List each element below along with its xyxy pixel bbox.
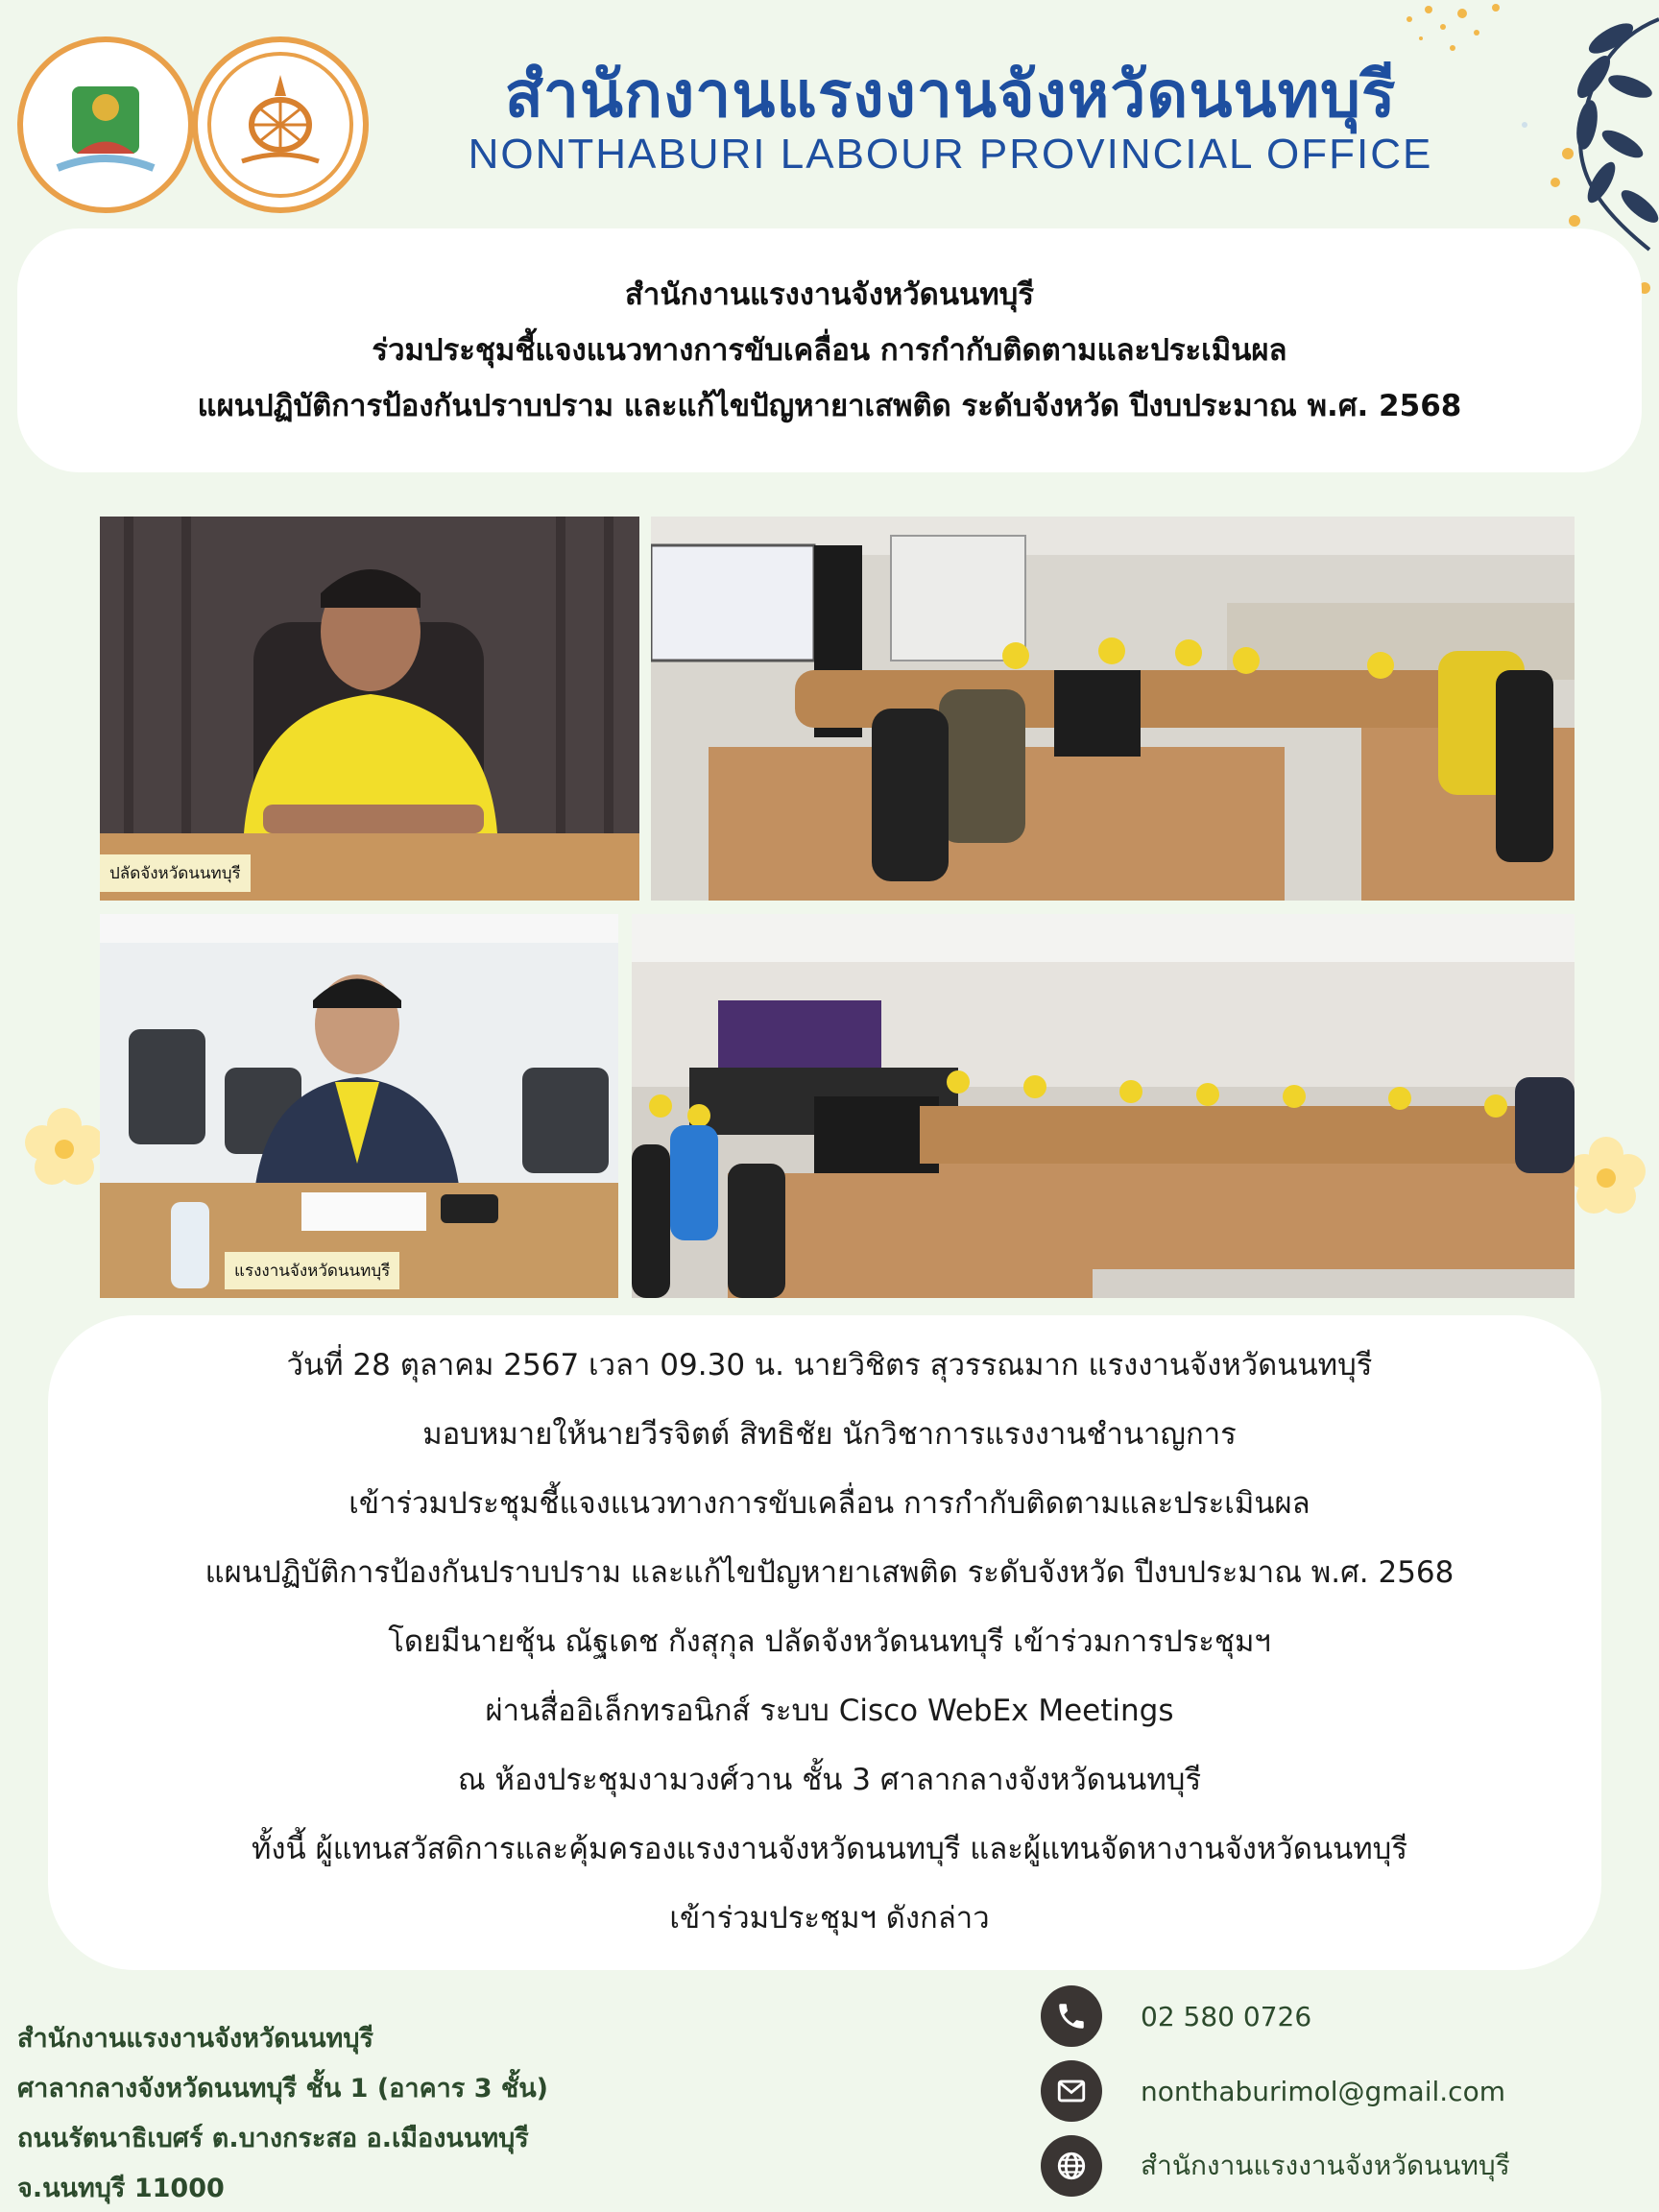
header-title-thai: สำนักงานแรงงานจังหวัดนนทบุรี xyxy=(504,58,1397,132)
body-text-line: วันที่ 28 ตุลาคม 2567 เวลา 09.30 น. นายวิชิตร สุวรรณมาก แรงงานจังหวัดนนทบุรี xyxy=(286,1348,1373,1382)
email-icon xyxy=(1041,2060,1102,2122)
photo-deputy-governor xyxy=(100,517,639,901)
body-text-line: มอบหมายให้นายวีรจิตต์ สิทธิชัย นักวิชาการแรงงานชำนาญการ xyxy=(422,1417,1237,1452)
phone-icon xyxy=(1041,1985,1102,2047)
body-text-line: ทั้งนี้ ผู้แทนสวัสดิการและคุ้มครองแรงงานจังหวัดนนทบุรี และผู้แทนจัดหางานจังหวัดนนทบุรี xyxy=(251,1832,1407,1866)
title-line: ร่วมประชุมชี้แจงแนวทางการขับเคลื่อน การกำกับติดตามและประเมินผล xyxy=(372,333,1287,368)
title-line: แผนปฏิบัติการป้องกันปราบปราม และแก้ไขปัญหายาเสพติด ระดับจังหวัด ปีงบประมาณ พ.ศ. 2568 xyxy=(197,389,1462,423)
flower-decoration xyxy=(21,1104,108,1190)
contact-phone[interactable] xyxy=(1041,1985,1311,2047)
nonthaburi-province-seal xyxy=(192,36,369,213)
ministry-of-labour-logo xyxy=(17,36,194,213)
email-address: nonthaburimol@gmail.com xyxy=(1141,2075,1505,2107)
address-line: ถนนรัตนาธิเบศร์ ต.บางกระสอ อ.เมืองนนทบุรี xyxy=(17,2124,529,2153)
body-text-line: เข้าร่วมประชุมชี้แจงแนวทางการขับเคลื่อน การกำกับติดตามและประเมินผล xyxy=(349,1486,1310,1521)
contact-email[interactable] xyxy=(1041,2060,1505,2122)
photo-meeting-room xyxy=(651,517,1575,901)
header-title-english: NONTHABURI LABOUR PROVINCIAL OFFICE xyxy=(468,131,1433,178)
website-name: สำนักงานแรงงานจังหวัดนนทบุรี xyxy=(1141,2150,1510,2181)
contact-website[interactable] xyxy=(1041,2135,1510,2197)
body-text-line: แผนปฏิบัติการป้องกันปราบปราม และแก้ไขปัญหายาเสพติด ระดับจังหวัด ปีงบประมาณ พ.ศ. 2568 xyxy=(204,1555,1455,1590)
address-line: ศาลากลางจังหวัดนนทบุรี ชั้น 1 (อาคาร 3 ชั้น) xyxy=(17,2074,549,2104)
body-text-line: ณ ห้องประชุมงามวงศ์วาน ชั้น 3 ศาลากลางจังหวัดนนทบุรี xyxy=(457,1763,1202,1797)
title-card xyxy=(17,228,1642,472)
photo-caption: ปลัดจังหวัดนนทบุรี xyxy=(100,854,251,892)
photo-caption: แรงงานจังหวัดนนทบุรี xyxy=(225,1252,399,1289)
title-line: สำนักงานแรงงานจังหวัดนนทบุรี xyxy=(625,277,1034,312)
body-text-line: โดยมีนายชุ้น ณัฐเดช กังสุกุล ปลัดจังหวัดนนทบุรี เข้าร่วมการประชุมฯ xyxy=(388,1624,1271,1659)
flower-decoration xyxy=(1563,1133,1649,1219)
address-line: สำนักงานแรงงานจังหวัดนนทบุรี xyxy=(17,2024,373,2054)
globe-icon xyxy=(1041,2135,1102,2197)
photo-labour-official xyxy=(100,914,618,1298)
province-seal-icon xyxy=(204,48,357,202)
body-text-line: ผ่านสื่ออิเล็กทรอนิกส์ ระบบ Cisco WebEx Meetings xyxy=(485,1694,1174,1728)
body-text-line: เข้าร่วมประชุมฯ ดังกล่าว xyxy=(669,1901,990,1936)
phone-number: 02 580 0726 xyxy=(1141,2000,1312,2032)
footer-address xyxy=(17,2014,548,2212)
address-line: จ.นนทบุรี 11000 xyxy=(17,2174,225,2203)
photo-meeting-room-wide xyxy=(632,914,1575,1298)
ministry-emblem-icon xyxy=(29,48,182,202)
